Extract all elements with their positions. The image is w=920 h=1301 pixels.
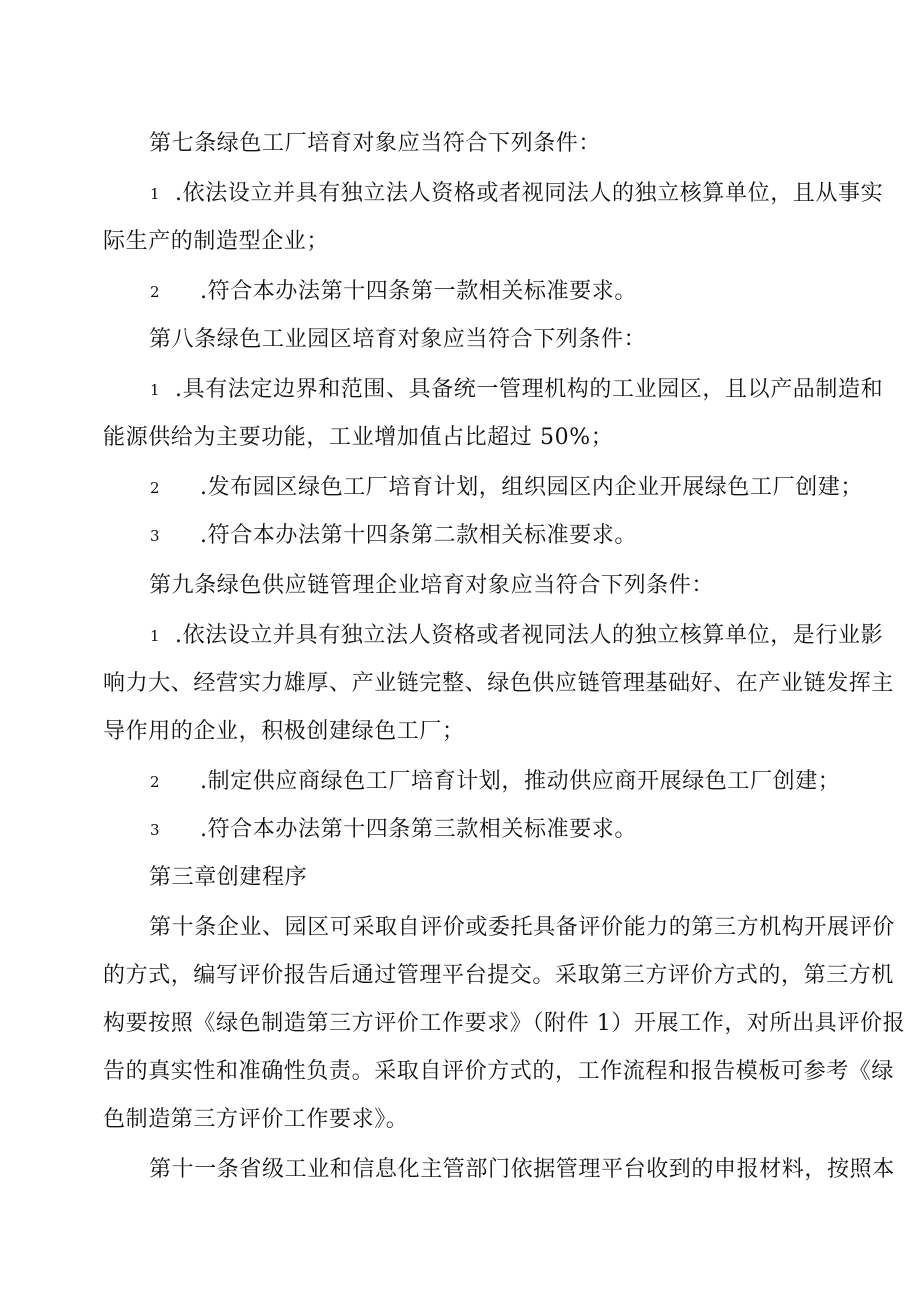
- article-10-line-4: 告的真实性和准确性负责。采取自评价方式的，工作流程和报告模板可参考《绿: [103, 1059, 895, 1084]
- article-9-item-2-text: .制定供应商绿色工厂培育计划，推动供应商开展绿色工厂创建；: [200, 769, 841, 794]
- article-10-line-1: 第十条企业、园区可采取自评价或委托具备评价能力的第三方机构开展评价: [149, 915, 895, 940]
- article-8-item-1-number: 1: [150, 381, 160, 399]
- article-8-item-2-text: .发布园区绿色工厂培育计划，组织园区内企业开展绿色工厂创建；: [200, 475, 863, 500]
- article-8-item-1-line-1: .具有法定边界和范围、具备统一管理机构的工业园区，且以产品制造和: [175, 377, 884, 402]
- article-8-item-1-line-2: 能源供给为主要功能，工业增加值占比超过 50%；: [103, 425, 614, 450]
- article-9-item-3-text: .符合本办法第十四条第三款相关标准要求。: [200, 817, 637, 842]
- article-11-line-1: 第十一条省级工业和信息化主管部门依据管理平台收到的申报材料，按照本: [149, 1157, 895, 1182]
- article-9-title: 第九条绿色供应链管理企业培育对象应当符合下列条件：: [149, 573, 715, 598]
- article-7-title: 第七条绿色工厂培育对象应当符合下列条件：: [149, 131, 602, 156]
- article-10-line-3: 构要按照《绿色制造第三方评价工作要求》（附件 1）开展工作，对所出具评价报: [103, 1011, 906, 1036]
- article-7-item-1-line-1: .依法设立并具有独立法人资格或者视同法人的独立核算单位，且从事实: [175, 181, 884, 206]
- article-7-item-1-line-2: 际生产的制造型企业；: [103, 229, 330, 254]
- article-8-title: 第八条绿色工业园区培育对象应当符合下列条件：: [149, 327, 647, 352]
- article-9-item-1-line-2: 响力大、经营实力雄厚、产业链完整、绿色供应链管理基础好、在产业链发挥主: [103, 671, 895, 696]
- article-7-item-2-number: 2: [150, 283, 160, 301]
- chapter-3-title: 第三章创建程序: [149, 865, 308, 890]
- article-8-item-2-number: 2: [150, 479, 160, 497]
- article-10-line-5: 色制造第三方评价工作要求》。: [103, 1107, 409, 1132]
- article-7-item-2-text: .符合本办法第十四条第一款相关标准要求。: [200, 279, 637, 304]
- article-9-item-3-number: 3: [150, 821, 160, 839]
- article-10-line-2: 的方式，编写评价报告后通过管理平台提交。采取第三方评价方式的，第三方机: [103, 963, 895, 988]
- article-9-item-1-line-3: 导作用的企业，积极创建绿色工厂；: [103, 719, 465, 744]
- article-9-item-1-number: 1: [150, 627, 160, 645]
- article-7-item-1-number: 1: [150, 185, 160, 203]
- article-9-item-1-line-1: .依法设立并具有独立法人资格或者视同法人的独立核算单位，是行业影: [175, 623, 884, 648]
- article-8-item-3-text: .符合本办法第十四条第二款相关标准要求。: [200, 523, 637, 548]
- article-8-item-3-number: 3: [150, 527, 160, 545]
- article-9-item-2-number: 2: [150, 773, 160, 791]
